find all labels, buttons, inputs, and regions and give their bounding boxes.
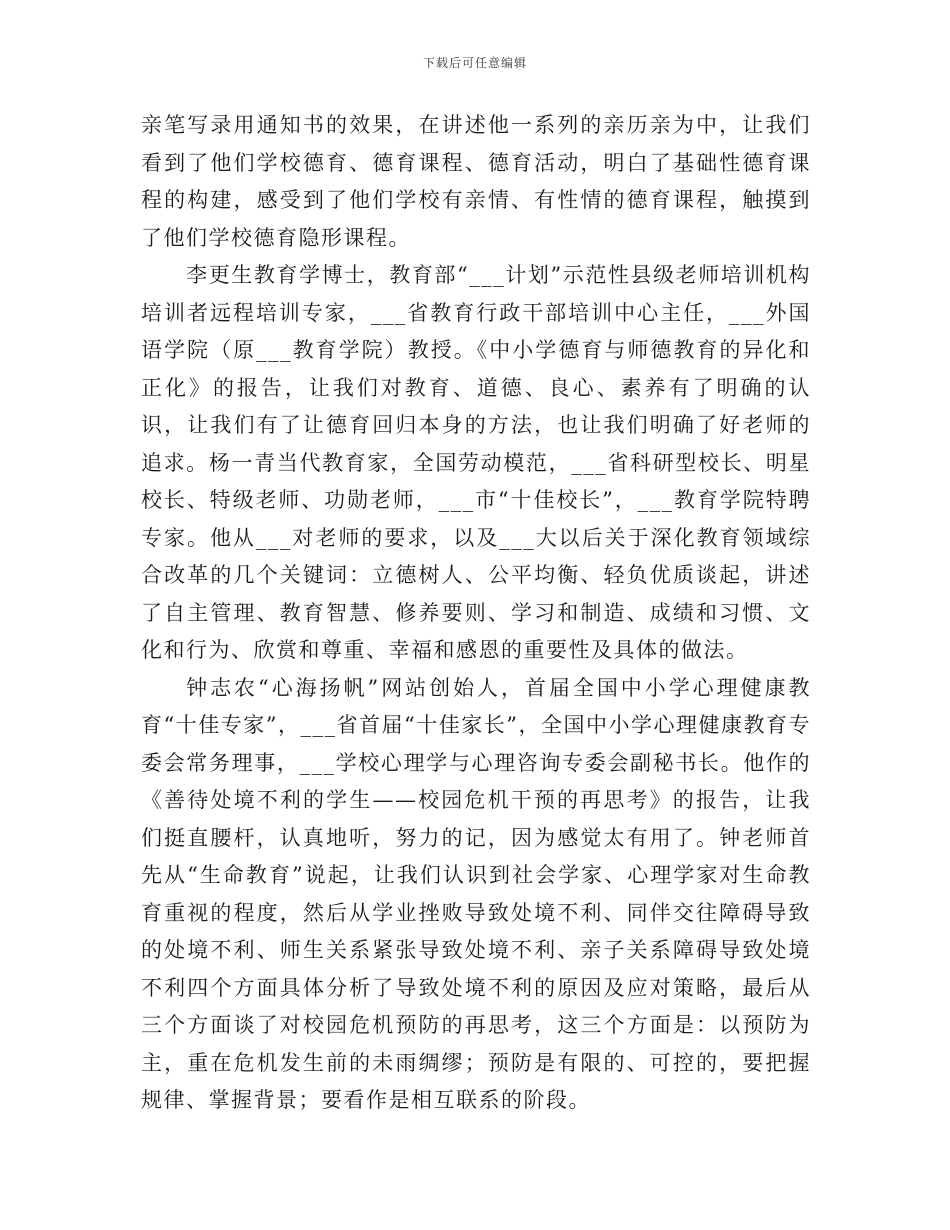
header-note: 下载后可任意编辑 — [422, 56, 527, 70]
paragraph-3: 钟志农“心海扬帆”网站创始人，首届全国中小学心理健康教育“十佳专家”，___省首届“十佳家长”，全国中小学心理健康教育专委会常务理事，___学校心理学与心理咨询专委会副秘书长。他作的《善待处境不利的学生——校园危机干预的再思考》的报告，让我们挺直腰杆，认真地听，努力的记，因为感觉太有用了。钟老师首先从“生命教育”说起，让我们认识到社会学家、心理学家对生命教育重视的程度，然后从学业挫败导致处境不利、同伴交往障碍导致的处境不利、师生关系紧张导致处境不利、亲子关系障碍导致处境不利四个方面具体分析了导致处境不利的原因及应对策略，最后从三个方面谈了对校园危机预防的再思考，这三个方面是：以预防为主，重在危机发生前的未雨绸缪；预防是有限的、可控的，要把握规律、掌握背景；要看作是相互联系的阶段。 — [141, 675, 811, 1112]
document-body — [141, 107, 811, 1120]
paragraph-2: 李更生教育学博士，教育部“___计划”示范性县级老师培训机构培训者远程培训专家，___省教育行政干部培训中心主任，___外国语学院（原___教育学院）教授。《中小学德育与师德教育的异化和正化》的报告，让我们对教育、道德、良心、素养有了明确的认识，让我们有了让德育回归本身的方法，也让我们明确了好老师的追求。杨一青当代教育家，全国劳动模范，___省科研型校长、明星校长、特级老师、功勋老师，___市“十佳校长”，___教育学院特聘专家。他从___对老师的要求，以及___大以后关于深化教育领域综合改革的几个关键词：立德树人、公平均衡、轻负优质谈起，讲述了自主管理、教育智慧、修养要则、学习和制造、成绩和习惯、文化和行为、欣赏和尊重、幸福和感恩的重要性及具体的做法。 — [141, 263, 811, 662]
paragraph-1: 亲笔写录用通知书的效果，在讲述他一系列的亲历亲为中，让我们看到了他们学校德育、德育课程、德育活动，明白了基础性德育课程的构建，感受到了他们学校有亲情、有性情的德育课程，触摸到了他们学校德育隐形课程。 — [141, 113, 811, 250]
